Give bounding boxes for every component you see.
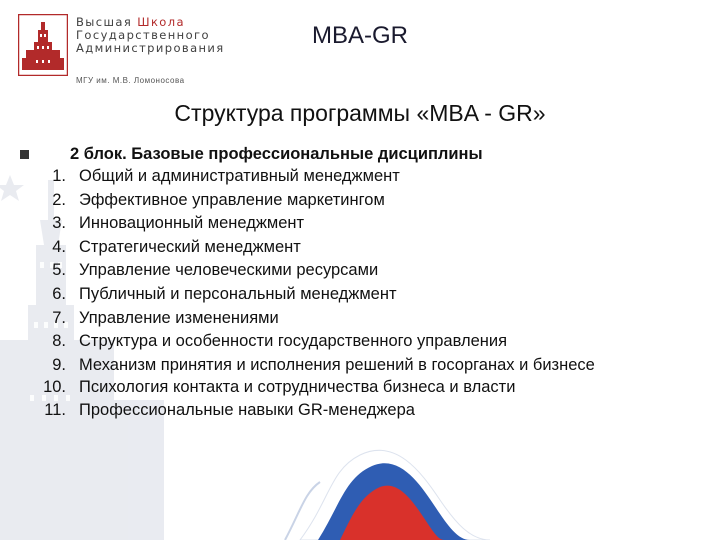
- item-text: Управление человеческими ресурсами: [79, 261, 379, 280]
- list-item: [14, 283, 704, 307]
- item-number: 2.: [52, 190, 66, 209]
- slide-content: [14, 143, 704, 423]
- item-number: 8.: [52, 332, 66, 351]
- item-text: Управление изменениями: [79, 308, 279, 327]
- item-text: Публичный и персональный менеджмент: [79, 284, 397, 303]
- item-text: Стратегический менеджмент: [79, 237, 301, 256]
- item-number: 5.: [52, 261, 66, 280]
- item-text: Механизм принятия и исполнения решений в госорганах и бизнесе: [79, 355, 595, 374]
- list-item: [14, 236, 704, 260]
- list-item: [14, 259, 704, 283]
- item-number: 7.: [52, 308, 66, 327]
- item-number: 6.: [52, 284, 66, 303]
- item-text: Профессиональные навыки GR-менеджера: [79, 401, 415, 420]
- university-building-icon: [18, 14, 68, 76]
- logo-line-3: Администрирования: [76, 41, 225, 55]
- list-item: [14, 399, 704, 423]
- discipline-list: [14, 165, 704, 423]
- logo-text: [76, 16, 225, 55]
- block-heading-text: 2 блок. Базовые профессиональные дисциплины: [70, 145, 483, 163]
- list-item: [14, 165, 704, 189]
- list-item: [14, 376, 704, 400]
- list-item: [14, 330, 704, 354]
- list-item: [14, 307, 704, 331]
- school-logo: [18, 14, 225, 90]
- item-number: 9.: [52, 355, 66, 374]
- item-number: 1.: [52, 167, 66, 185]
- item-number: 10.: [43, 377, 66, 396]
- list-item: [14, 212, 704, 236]
- logo-subtitle: МГУ им. М.В. Ломоносова: [76, 76, 185, 85]
- item-text: Инновационный менеджмент: [79, 214, 305, 233]
- list-item: [14, 189, 704, 213]
- logo-line-2: Государственного: [76, 28, 210, 42]
- slide-title: Структура программы «MBA - GR»: [174, 100, 546, 126]
- item-number: 3.: [52, 214, 66, 233]
- flag-ribbon: [285, 450, 490, 540]
- item-text: Эффективное управление маркетингом: [79, 190, 385, 209]
- item-text: Психология контакта и сотрудничества бизнеса и власти: [79, 377, 516, 396]
- item-text: Структура и особенности государственного управления: [79, 332, 508, 351]
- item-text: Общий и административный менеджмент: [79, 167, 400, 185]
- logo-line-1b: Школа: [137, 15, 185, 29]
- block-heading: [14, 143, 704, 165]
- item-number: 11.: [44, 401, 66, 420]
- header-title: MBA-GR: [312, 22, 408, 49]
- list-item: [14, 354, 704, 376]
- item-number: 4.: [52, 237, 66, 256]
- square-bullet-icon: [20, 150, 29, 159]
- logo-line-1a: Высшая: [76, 15, 138, 29]
